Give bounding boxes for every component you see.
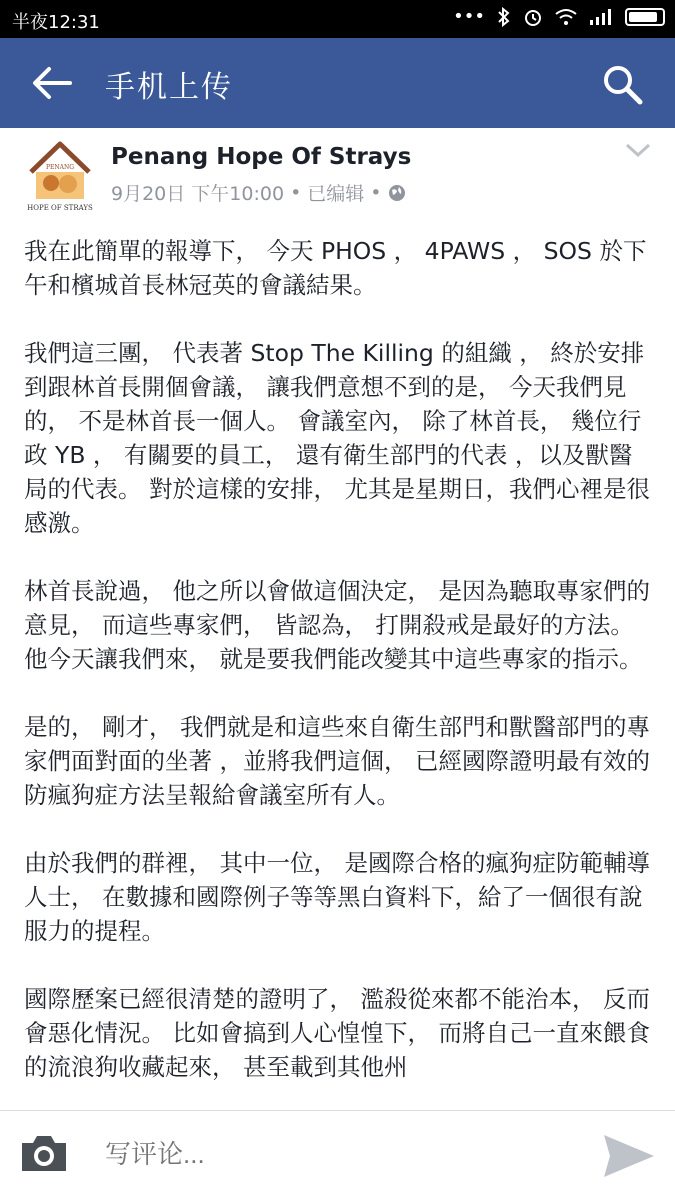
status-time: 半夜12:31 <box>12 12 100 33</box>
send-icon[interactable] <box>600 1131 658 1181</box>
chevron-down-icon[interactable] <box>625 142 651 158</box>
battery-icon <box>625 8 665 26</box>
wifi-icon <box>555 8 577 26</box>
svg-text:HOPE OF STRAYS: HOPE OF STRAYS <box>27 204 93 212</box>
page-name-link[interactable]: Penang Hope Of Strays <box>111 144 412 170</box>
post-paragraph: 我在此簡單的報導下， 今天 PHOS ， 4PAWS ， SOS 於下午和檳城首長林冠英的會議結果。 <box>24 237 647 299</box>
post-paragraph: 林首長說過， 他之所以會做這個決定， 是因為聽取專家們的意見， 而這些專家們， 皆認為， 打開殺戒是最好的方法。 他今天讓我們來， 就是要我們能改變其中這些專家的指示。 <box>24 577 650 673</box>
globe-icon <box>388 184 406 202</box>
meta-separator: • <box>290 181 302 204</box>
comment-input[interactable] <box>105 1139 555 1170</box>
app-header <box>0 38 675 128</box>
post-date[interactable]: 9月20日 下午10:00 <box>111 183 285 205</box>
signal-icon <box>589 8 613 26</box>
post-paragraph: 由於我們的群裡， 其中一位， 是國際合格的瘋狗症防範輔導人士， 在數據和國際例子等等黑白資料下，給了一個很有說服力的提程。 <box>24 849 650 945</box>
page-logo[interactable] <box>25 138 95 214</box>
post-paragraph: 是的， 剛才， 我們就是和這些來自衛生部門和獸醫部門的專家們面對面的坐著 ，並將我們這個， 已經國際證明最有效的防瘋狗症方法呈報給會議室所有人。 <box>24 713 650 809</box>
post-paragraph: 我們這三團， 代表著 Stop The Killing 的組織 ， 終於安排到跟林首長開個會議， 讓我們意想不到的是， 今天我們見的， 不是林首長一個人。 會議室內， 除了林首長， 幾位行政 YB ， 有關要的員工， 還有衛生部門的代表 ，以及獸醫局的代表。 對於這樣的安排， 尤其是星期日，我們心裡是很感激。 <box>24 339 650 537</box>
more-dots-icon: ••• <box>453 6 485 27</box>
edited-label[interactable]: 已编辑 <box>307 183 365 205</box>
status-icons <box>453 6 665 27</box>
svg-text:PENANG: PENANG <box>45 164 75 171</box>
post-body <box>24 234 654 1118</box>
page-title: 手机上传 <box>105 70 233 105</box>
status-bar <box>0 0 675 38</box>
comment-bar <box>0 1110 675 1201</box>
camera-icon[interactable] <box>18 1131 70 1175</box>
meta-separator: • <box>370 181 382 204</box>
search-icon[interactable] <box>600 62 644 106</box>
post-meta <box>111 179 406 206</box>
back-arrow-icon[interactable] <box>32 66 72 100</box>
post-paragraph: 國際歷案已經很清楚的證明了， 濫殺從來都不能治本， 反而會惡化情況。 比如會搞到人心惶惶下， 而將自己一直來餵食的流浪狗收藏起來， 甚至載到其他州 <box>24 985 650 1081</box>
alarm-icon <box>523 7 543 27</box>
bluetooth-icon <box>497 7 511 27</box>
